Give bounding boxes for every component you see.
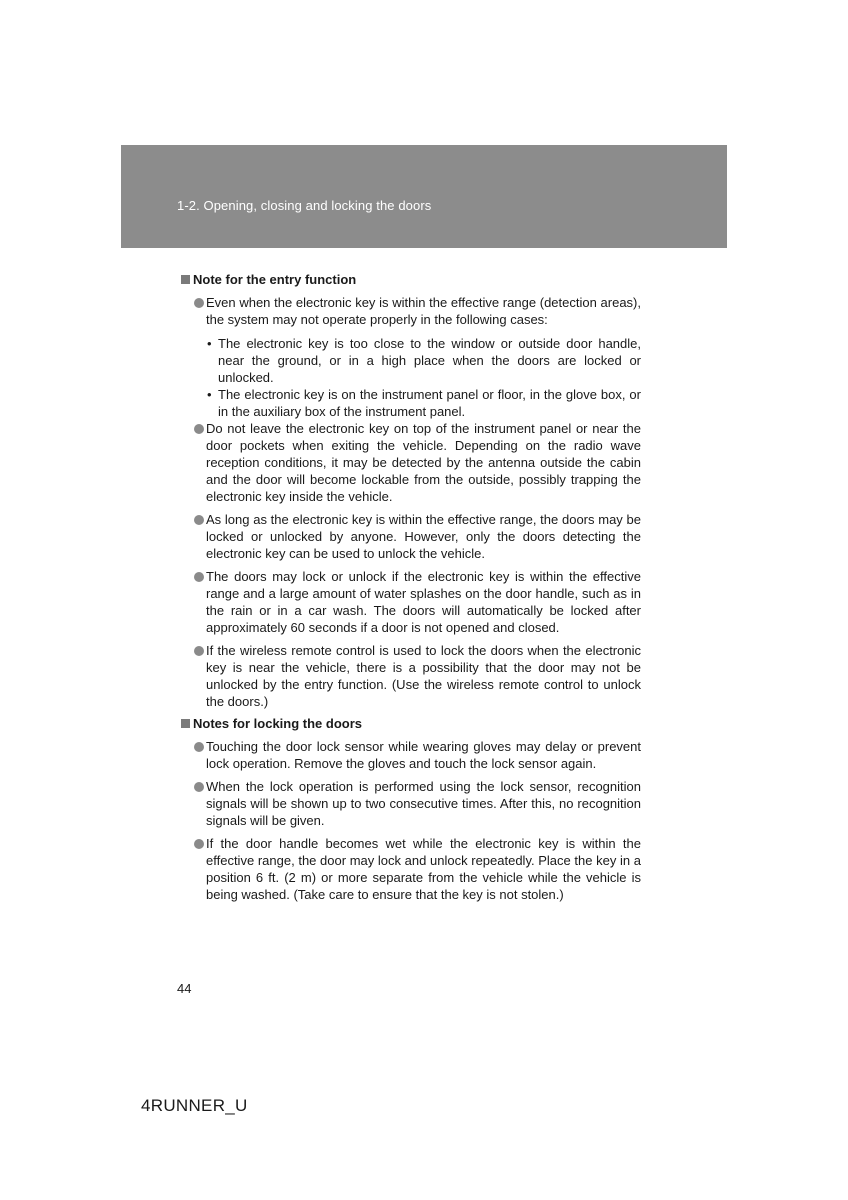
model-code: 4RUNNER_U	[141, 1096, 248, 1115]
circle-bullet-icon	[194, 572, 204, 582]
list-item	[181, 642, 641, 710]
circle-bullet-icon	[194, 515, 204, 525]
section-title: 1-2. Opening, closing and locking the doors	[177, 198, 432, 213]
header-band	[121, 145, 727, 248]
list-item-text: Do not leave the electronic key on top of the instrument panel or near the door pockets when exiting the vehicle. Depending on the radio wave reception conditions, it may be detected by the antenna outside the cabin and the door will become lockable from the outside, possibly trapping the electronic key inside the vehicle.	[206, 421, 641, 504]
bullet-glyph: •	[207, 387, 212, 402]
list-item-text: The doors may lock or unlock if the electronic key is within the effective range and a large amount of water splashes on the door handle, such as in the rain or in a car wash. The doors will automatically be locked after approximately 60 seconds if a door is not opened and closed.	[206, 569, 641, 635]
circle-bullet-icon	[194, 839, 204, 849]
list-item	[181, 738, 641, 772]
sub-list-item	[181, 335, 641, 386]
page-content	[181, 270, 641, 903]
square-bullet-icon	[181, 275, 190, 284]
section-heading	[181, 270, 641, 289]
section-heading-text: Note for the entry function	[193, 272, 357, 287]
circle-bullet-icon	[194, 424, 204, 434]
list-item	[181, 420, 641, 505]
list-item-text: If the wireless remote control is used to lock the doors when the electronic key is near the vehicle, there is a possibility that the door may not be unlocked by the entry function. (Use the wireless remote control to unlock the doors.)	[206, 643, 641, 709]
circle-bullet-icon	[194, 782, 204, 792]
page-number: 44	[177, 981, 192, 996]
bullet-glyph: •	[207, 336, 212, 351]
circle-bullet-icon	[194, 298, 204, 308]
square-bullet-icon	[181, 719, 190, 728]
section-heading	[181, 714, 641, 733]
section-heading-text: Notes for locking the doors	[193, 716, 363, 731]
list-item-text: If the door handle becomes wet while the electronic key is within the effective range, the door may lock and unlock repeatedly. Place the key in a position 6 ft. (2 m) or more separate from the vehicle while the vehicle is being washed. (Take care to ensure that the key is not stolen.)	[206, 836, 641, 902]
list-item	[181, 568, 641, 636]
list-item-text: When the lock operation is performed using the lock sensor, recognition signals will be shown up to two consecutive times. After this, no recognition signals will be given.	[206, 779, 641, 828]
list-item	[181, 511, 641, 562]
sub-list-item-text: The electronic key is too close to the window or outside door handle, near the ground, or in a high place when the doors are locked or unlocked.	[218, 336, 641, 385]
list-item-text: As long as the electronic key is within the effective range, the doors may be locked or unlocked by anyone. However, only the doors detecting the electronic key can be used to unlock the vehicle.	[206, 512, 641, 561]
list-item-text: Touching the door lock sensor while wearing gloves may delay or prevent lock operation. Remove the gloves and touch the lock sensor again.	[206, 739, 641, 771]
circle-bullet-icon	[194, 742, 204, 752]
list-item	[181, 835, 641, 903]
sub-list-item	[181, 386, 641, 420]
circle-bullet-icon	[194, 646, 204, 656]
list-item-text: Even when the electronic key is within the effective range (detection areas), the system may not operate properly in the following cases:	[206, 295, 641, 327]
sub-list-item-text: The electronic key is on the instrument panel or floor, in the glove box, or in the auxiliary box of the instrument panel.	[218, 387, 641, 419]
list-item	[181, 778, 641, 829]
list-item	[181, 294, 641, 328]
